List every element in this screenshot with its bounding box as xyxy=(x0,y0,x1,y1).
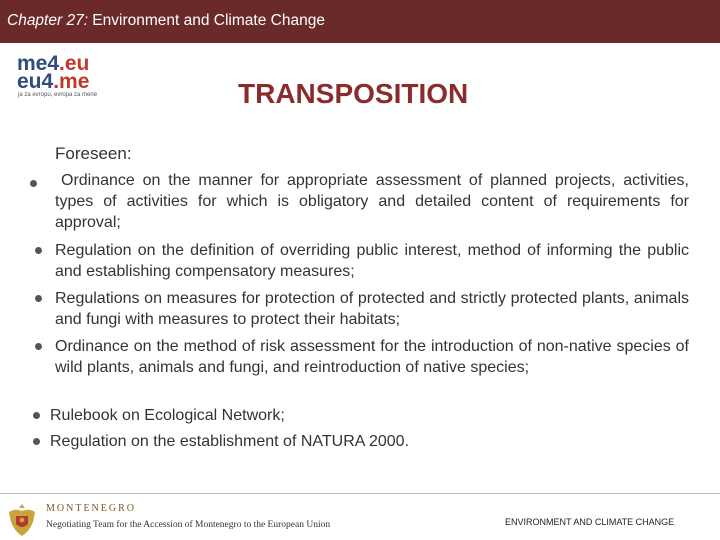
bullet-text: Ordinance on the method of risk assessment for the introduction of non-native species of wild plants, animals and fungi, and reintroduction of native species; xyxy=(55,338,689,376)
bullet-icon xyxy=(33,412,40,419)
footer-team: Negotiating Team for the Accession of Montenegro to the European Union xyxy=(46,520,331,530)
bullet-icon xyxy=(30,180,37,187)
bullet-icon xyxy=(35,295,42,302)
bullet-text: Regulations on measures for protection of protected and strictly protected plants, animals and fungi with measures to protect their habitats; xyxy=(55,290,689,328)
logo-line-1: me4.eu xyxy=(17,52,90,75)
bullet-icon xyxy=(35,247,42,254)
bullet-text: Regulation on the establishment of NATURA 2000. xyxy=(50,433,410,450)
bullet-text: Rulebook on Ecological Network; xyxy=(50,407,285,424)
slide-title: TRANSPOSITION xyxy=(238,78,469,109)
bullet-text: Regulation on the definition of overriding public interest, method of informing the public and establishing compensatory measures; xyxy=(55,242,689,280)
logo-tagline: ja za evropu, evropa za mene xyxy=(18,92,98,98)
montenegro-crest-icon xyxy=(5,502,39,538)
bullet-icon xyxy=(33,438,40,445)
lead-text: Foreseen: xyxy=(55,144,132,163)
bullet-text: Ordinance on the manner for appropriate assessment of planned projects, activities, types of activities for which is obligatory and detailed content of requirements for approval; xyxy=(55,172,689,231)
bullet-icon xyxy=(35,343,42,350)
footer-chapter-label: ENVIRONMENT AND CLIMATE CHANGE xyxy=(505,517,675,527)
logo-line-2: eu4.me xyxy=(17,70,90,93)
footer-country: MONTENEGRO xyxy=(46,503,136,514)
chapter-subject: Environment and Climate Change xyxy=(88,12,325,29)
footer-divider xyxy=(0,493,720,494)
chapter-number: Chapter 27: xyxy=(7,12,88,29)
